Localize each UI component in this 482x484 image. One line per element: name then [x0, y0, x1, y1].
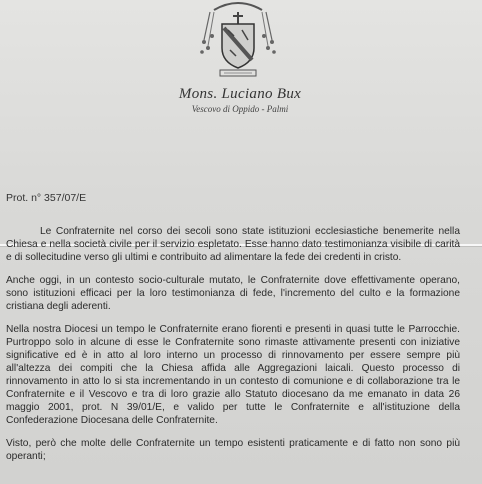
- letter-body: [6, 225, 460, 473]
- paragraph: Visto, però che molte delle Confraternite un tempo esistenti praticamente e di fatto non sono più operanti;: [6, 438, 460, 462]
- paragraph: Anche oggi, in un contesto socio-culturale mutato, le Confraternite dove effettivamente operano, sono istituzioni efficaci per la loro testimonianza di fede, l'incremento del culto e la formazione cristiana degli aderenti.: [6, 275, 460, 312]
- episcopal-coat-of-arms: [200, 0, 276, 80]
- letterhead: [150, 86, 330, 114]
- paragraph: Le Confraternite nel corso dei secoli sono state istituzioni ecclesiastiche benemerite nella Chiesa e nella società civile per il servizio espletato. Esse hanno dato testimonianza visibile di carità e di sollecitudine verso gli ultimi e contribuito ad alimentare la fede dei credenti in cristo.: [6, 226, 460, 263]
- protocol-number: Prot. n° 357/07/E: [6, 192, 87, 204]
- bishop-name: Mons. Luciano Bux: [178, 86, 302, 102]
- paragraph: Nella nostra Diocesi un tempo le Confraternite erano fiorenti e presenti in quasi tutte le Parrocchie. Purtroppo solo in alcune di esse le Confraternite sono rimaste attivamente presenti con iniziative significative ed è in atto al loro interno un processo di rinnovamento per essere sempre più all'altezza dei compiti che la Chiesa affida alle Aggregazioni laicali. Questo processo di rinnovamento in atto lo si sta incrementando in un contesto di comunione e di collaborazione tra le Confraternite e il Vescovo e tra di loro grazie allo Statuto diocesano da me emanato in data 26 maggio 2001, prot. N 39/01/E, e valido per tutte le Confraternite e all'istituzione della Confederazione Diocesana delle Confraternite.: [6, 324, 460, 426]
- bishop-title: Vescovo di Oppido - Palmi: [191, 104, 289, 114]
